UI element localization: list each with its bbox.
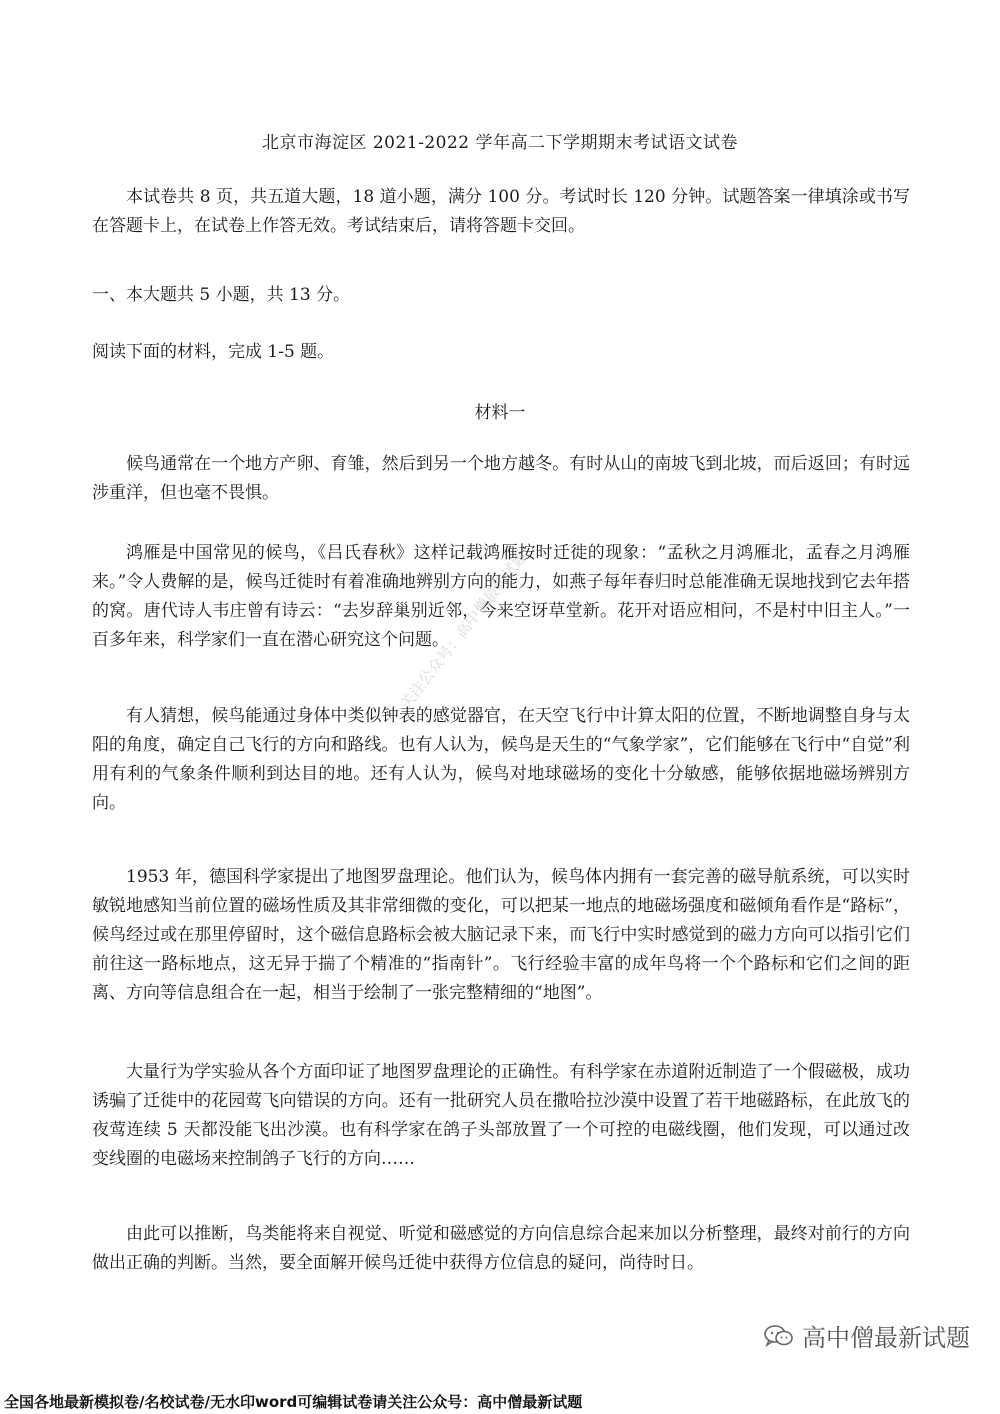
reading-prompt: 阅读下面的材料，完成 1-5 题。 bbox=[92, 342, 335, 362]
brand-name: 高中僧最新试题 bbox=[802, 1324, 970, 1352]
material-title: 材料一 bbox=[474, 403, 526, 423]
wechat-icon bbox=[764, 1324, 794, 1348]
footer-note: 全国各地最新模拟卷/名校试卷/无水印word可编辑试卷请关注公众号：高中僧最新试题 bbox=[0, 1390, 1000, 1414]
watermark-text: 关注公众号：高中僧最新试题 bbox=[396, 547, 531, 713]
exam-title: 北京市海淀区 2021-2022 学年高二下学期期末考试语文试卷 bbox=[261, 133, 739, 153]
brand-badge[interactable] bbox=[764, 1318, 970, 1353]
section-heading: 一、本大题共 5 小题，共 13 分。 bbox=[92, 285, 351, 305]
body-paragraph-1: 候鸟通常在一个地方产卵、育雏，然后到另一个地方越冬。有时从山的南坡飞到北坡，而后返回；有时远涉重洋，但也毫不畏惧。 bbox=[92, 454, 910, 503]
body-paragraph-4: 1953 年，德国科学家提出了地图罗盘理论。他们认为，候鸟体内拥有一套完善的磁导航系统，可以实时敏锐地感知当前位置的磁场性质及其非常细微的变化，可以把某一地点的地磁场强度和磁倾角看作是“路标”，候鸟经过或在那里停留时，这个磁信息路标会被大脑记录下来，而飞行中实时感觉到的磁力方向可以指引它们前往这一路标地点，这无异于揣了个精准的“指南针”。飞行经验丰富的成年鸟将一个个路标和它们之间的距离、方向等信息组合在一起，相当于绘制了一张完整精细的“地图”。 bbox=[92, 867, 910, 1003]
body-paragraph-6: 由此可以推断，鸟类能将来自视觉、听觉和磁感觉的方向信息综合起来加以分析整理，最终对前行的方向做出正确的判断。当然，要全面解开候鸟迁徙中获得方位信息的疑问，尚待时日。 bbox=[92, 1224, 910, 1273]
body-paragraph-5: 大量行为学实验从各个方面印证了地图罗盘理论的正确性。有科学家在赤道附近制造了一个假磁极，成功诱骗了迁徙中的花园莺飞向错误的方向。还有一批研究人员在撒哈拉沙漠中设置了若干地磁路标，在此放飞的夜莺连续 5 天都没能飞出沙漠。也有科学家在鸽子头部放置了一个可控的电磁线圈，他们发现，可以通过改变线圈的电磁场来控制鸽子飞行的方向…… bbox=[92, 1062, 910, 1169]
instructions-paragraph: 本试卷共 8 页，共五道大题，18 道小题，满分 100 分。考试时长 120 分钟。试题答案一律填涂或书写在答题卡上，在试卷上作答无效。考试结束后，请将答题卡交回。 bbox=[92, 187, 910, 236]
body-paragraph-2: 鸿雁是中国常见的候鸟，《吕氏春秋》这样记载鸿雁按时迁徙的现象：“孟秋之月鸿雁北，孟春之月鸿雁来。”令人费解的是，候鸟迁徙时有着准确地辨别方向的能力，如燕子每年春归时总能准确无误地找到它去年搭的窝。唐代诗人韦庄曾有诗云：“去岁辞巢别近邻，今来空讶草堂新。花开对语应相问，不是村中旧主人。”一百多年来，科学家们一直在潜心研究这个问题。 bbox=[92, 543, 910, 650]
body-paragraph-3: 有人猜想，候鸟能通过身体中类似钟表的感觉器官，在天空飞行中计算太阳的位置，不断地调整自身与太阳的角度，确定自己飞行的方向和路线。也有人认为，候鸟是天生的“气象学家”，它们能够在飞行中“自觉”利用有利的气象条件顺利到达目的地。还有人认为，候鸟对地球磁场的变化十分敏感，能够依据地磁场辨别方向。 bbox=[92, 706, 910, 813]
